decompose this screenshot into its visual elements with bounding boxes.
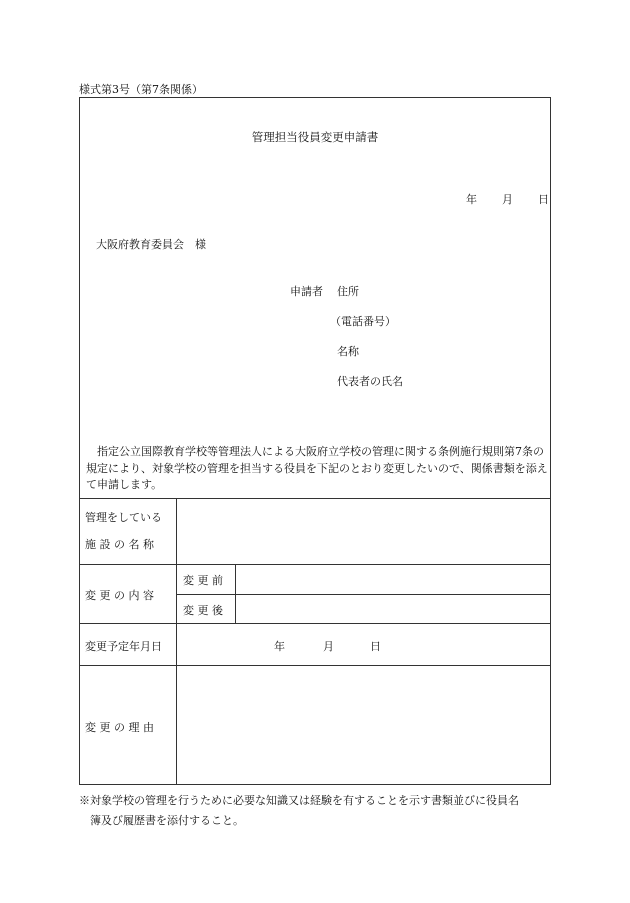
attachment-note xyxy=(79,791,559,831)
applicant-representative-label: 代表者の氏名 xyxy=(337,375,403,388)
row-divider-change-content xyxy=(79,623,551,624)
scheduled-day-unit: 日 xyxy=(370,640,381,653)
date-month-unit: 月 xyxy=(502,193,513,206)
row-divider-scheduled-date xyxy=(79,665,551,666)
applicant-address-label: 住所 xyxy=(337,285,359,298)
form-number: 様式第3号（第7条関係） xyxy=(79,83,203,96)
facility-name-label-line2: 施 設 の 名 称 xyxy=(85,538,154,551)
label-column-divider xyxy=(176,498,177,785)
application-statement: 指定公立国際教育学校等管理法人による大阪府立学校の管理に関する条例施行規則第7条の規定により、対象学校の管理を担当する役員を下記のとおり変更したいので、関係書類を添えて申請します。 xyxy=(86,445,548,491)
scheduled-date-label: 変更予定年月日 xyxy=(85,640,162,653)
scheduled-month-unit: 月 xyxy=(323,640,334,653)
date-year-unit: 年 xyxy=(466,193,477,206)
application-date xyxy=(466,191,549,207)
scheduled-year-unit: 年 xyxy=(274,640,285,653)
attachment-note-line2: 簿及び履歴書を添付すること。 xyxy=(90,814,244,827)
before-change-label: 変 更 前 xyxy=(183,574,223,587)
change-reason-label: 変 更 の 理 由 xyxy=(85,721,154,734)
after-change-label: 変 更 後 xyxy=(183,604,223,617)
change-content-label: 変 更 の 内 容 xyxy=(85,589,154,602)
facility-name-label-line1: 管理をしている xyxy=(85,511,162,524)
date-day-unit: 日 xyxy=(538,193,549,206)
addressee: 大阪府教育委員会 様 xyxy=(96,238,206,251)
attachment-note-line1: ※対象学校の管理を行うために必要な知識又は経験を有することを示す書類並びに役員名 xyxy=(79,794,519,807)
applicant-name-label: 名称 xyxy=(337,345,359,358)
table-top-border xyxy=(79,498,551,499)
sublabel-column-divider xyxy=(235,564,236,623)
applicant-phone-label: （電話番号） xyxy=(330,315,396,328)
document-title: 管理担当役員変更申請書 xyxy=(251,130,379,144)
applicant-role-label: 申請者 xyxy=(290,285,323,298)
row-divider-before-after xyxy=(176,594,551,595)
row-divider-facility xyxy=(79,564,551,565)
